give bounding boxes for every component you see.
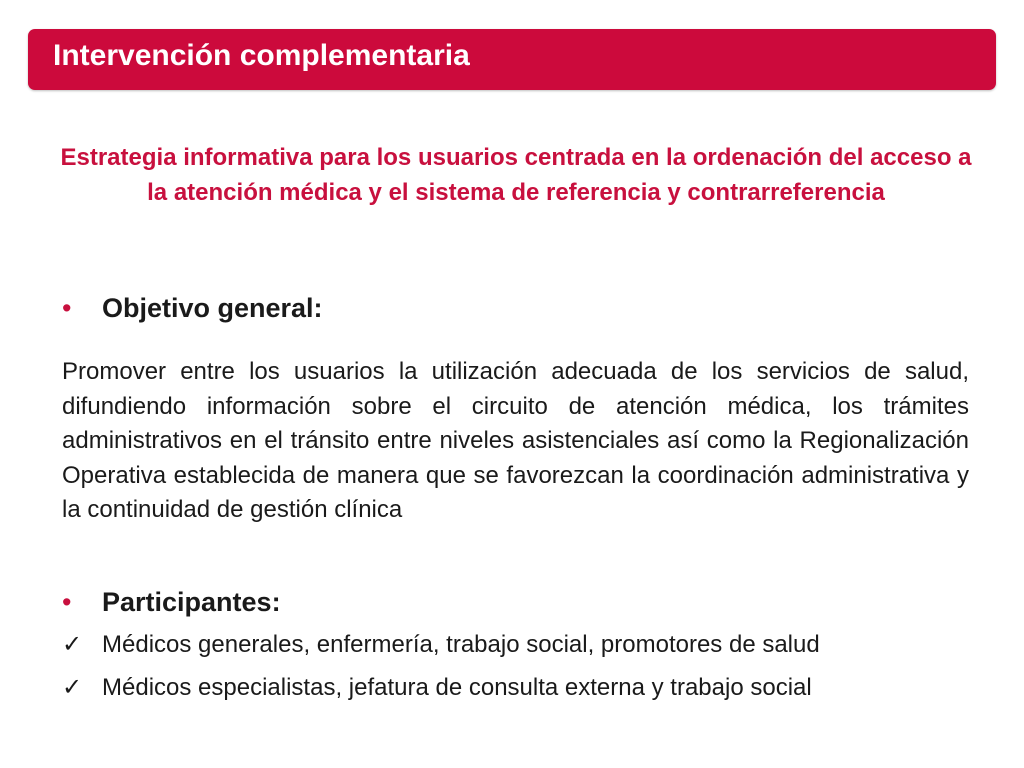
slide-title: Intervención complementaria	[53, 39, 470, 72]
participant-item	[62, 673, 812, 702]
participant-item-label: Médicos especialistas, jefatura de consulta externa y trabajo social	[102, 674, 812, 701]
bullet-icon: •	[62, 293, 72, 323]
participant-item-label: Médicos generales, enfermería, trabajo social, promotores de salud	[102, 631, 820, 658]
participant-item	[62, 630, 820, 659]
title-bar	[28, 29, 996, 90]
checkmark-icon: ✓	[62, 674, 83, 701]
objective-heading	[62, 293, 323, 324]
participants-heading-label: Participantes:	[102, 587, 281, 617]
slide-subtitle: Estrategia informativa para los usuarios centrada en la ordenación del acceso a la atención médica y el sistema de referencia y contrarreferencia	[60, 144, 972, 206]
objective-heading-label: Objetivo general:	[102, 293, 323, 323]
bullet-icon: •	[62, 587, 72, 617]
participants-heading	[62, 587, 281, 618]
objective-text: Promover entre los usuarios la utilización adecuada de los servicios de salud, difundiendo información sobre el circuito de atención médica, los trámites administrativos en el tránsito entre niveles asistenciales así como la Regionalización Operativa establecida de manera que se favorezcan la coordinación administrativa y la continuidad de gestión clínica	[62, 358, 969, 523]
checkmark-icon: ✓	[62, 631, 83, 658]
